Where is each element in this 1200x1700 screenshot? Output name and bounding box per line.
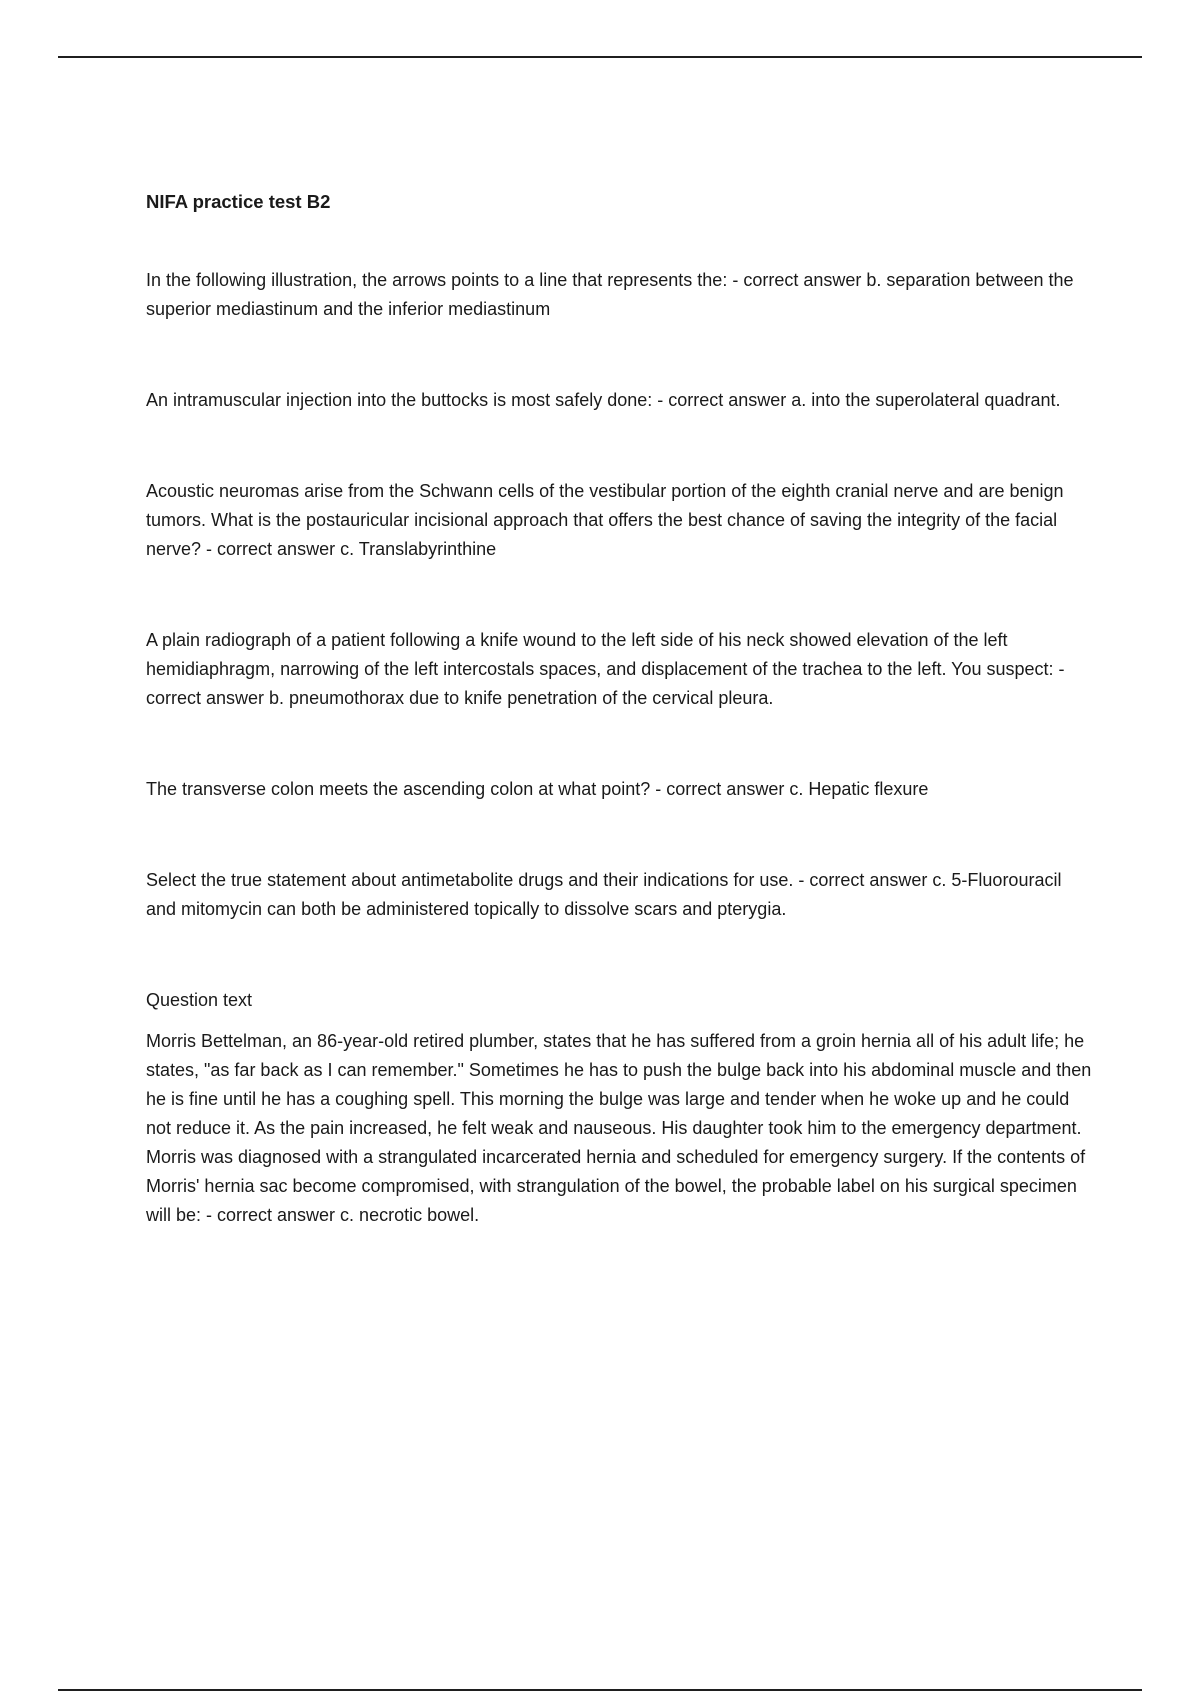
question-answer-2: An intramuscular injection into the buttocks is most safely done: - correct answer a. into the superolateral quadrant. <box>146 390 1061 410</box>
document-title: NIFA practice test B2 <box>146 191 331 212</box>
question-answer-3: Acoustic neuromas arise from the Schwann cells of the vestibular portion of the eighth cranial nerve and are benign tumors. What is the postauricular incisional approach that offers the best chance of saving the integrity of the facial nerve? - correct answer c. Translabyrinthine <box>146 481 1064 559</box>
header-rule <box>58 56 1142 58</box>
question-answer-7: Morris Bettelman, an 86-year-old retired plumber, states that he has suffered from a groin hernia all of his adult life; he states, "as far back as I can remember." Sometimes he has to push the bulge back into his abdominal muscle and then he is fine until he has a coughing spell. This morning the bulge was large and tender when he woke up and he could not reduce it. As the pain increased, he felt weak and nauseous. His daughter took him to the emergency department. Morris was diagnosed with a strangulated incarcerated hernia and scheduled for emergency surgery. If the contents of Morris' hernia sac become compromised, with strangulation of the bowel, the probable label on his surgical specimen will be: - correct answer c. necrotic bowel. <box>146 1031 1092 1225</box>
question-answer-5: The transverse colon meets the ascending colon at what point? - correct answer c. Hepatic flexure <box>146 779 929 799</box>
question-answer-4: A plain radiograph of a patient following a knife wound to the left side of his neck showed elevation of the left hemidiaphragm, narrowing of the left intercostals spaces, and displacement of the trachea to the left. You suspect: - correct answer b. pneumothorax due to knife penetration of the cervical pleura. <box>146 630 1065 708</box>
footer-rule <box>58 1689 1142 1691</box>
question-text-label: Question text <box>146 990 253 1010</box>
question-answer-6: Select the true statement about antimetabolite drugs and their indications for use. - correct answer c. 5-Fluorouracil and mitomycin can both be administered topically to dissolve scars and pterygia. <box>146 870 1062 919</box>
document-body <box>146 190 1096 1292</box>
question-answer-1: In the following illustration, the arrows points to a line that represents the: - correct answer b. separation between the superior mediastinum and the inferior mediastinum <box>146 270 1074 319</box>
